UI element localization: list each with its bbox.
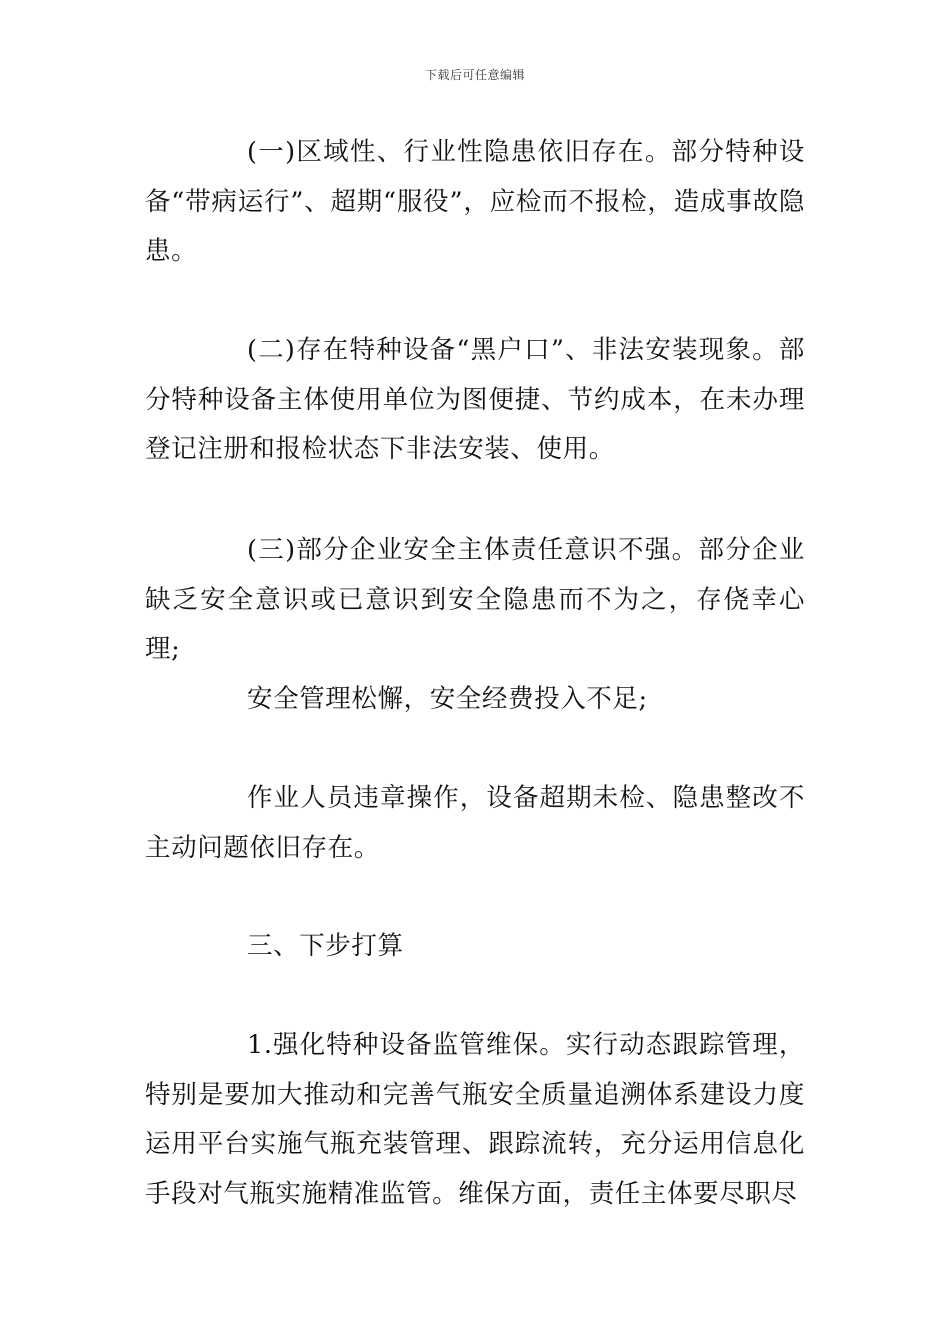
- paragraph-strengthen-supervision: 1.强化特种设备监管维保。实行动态跟踪管理，特别是要加大推动和完善气瓶安全质量追溯体系建设力度运用平台实施气瓶充装管理、跟踪流转，充分运用信息化手段对气瓶实施精准监管。维保方面，责任主体要尽职尽: [145, 1030, 805, 1209]
- paragraph-hazards-regional: (一)区域性、行业性隐患依旧存在。部分特种设备“带病运行”、超期“服役”，应检而不报检，造成事故隐患。: [145, 137, 805, 266]
- paragraph-operator-violations: 作业人员违章操作，设备超期未检、隐患整改不主动问题依旧存在。: [145, 783, 805, 863]
- paragraph-illegal-installation: (二)存在特种设备“黑户口”、非法安装现象。部分特种设备主体使用单位为图便捷、节约成本，在未办理登记注册和报检状态下非法安装、使用。: [145, 335, 805, 464]
- paragraph-management-lax: 安全管理松懈，安全经费投入不足;: [247, 684, 648, 714]
- paragraph-enterprise-responsibility: (三)部分企业安全主体责任意识不强。部分企业缺乏安全意识或已意识到安全隐患而不为之，存侥幸心理;: [145, 535, 805, 664]
- page-header-note: 下载后可任意编辑: [424, 68, 525, 82]
- section-heading-next-steps: 三、下步打算: [247, 931, 404, 961]
